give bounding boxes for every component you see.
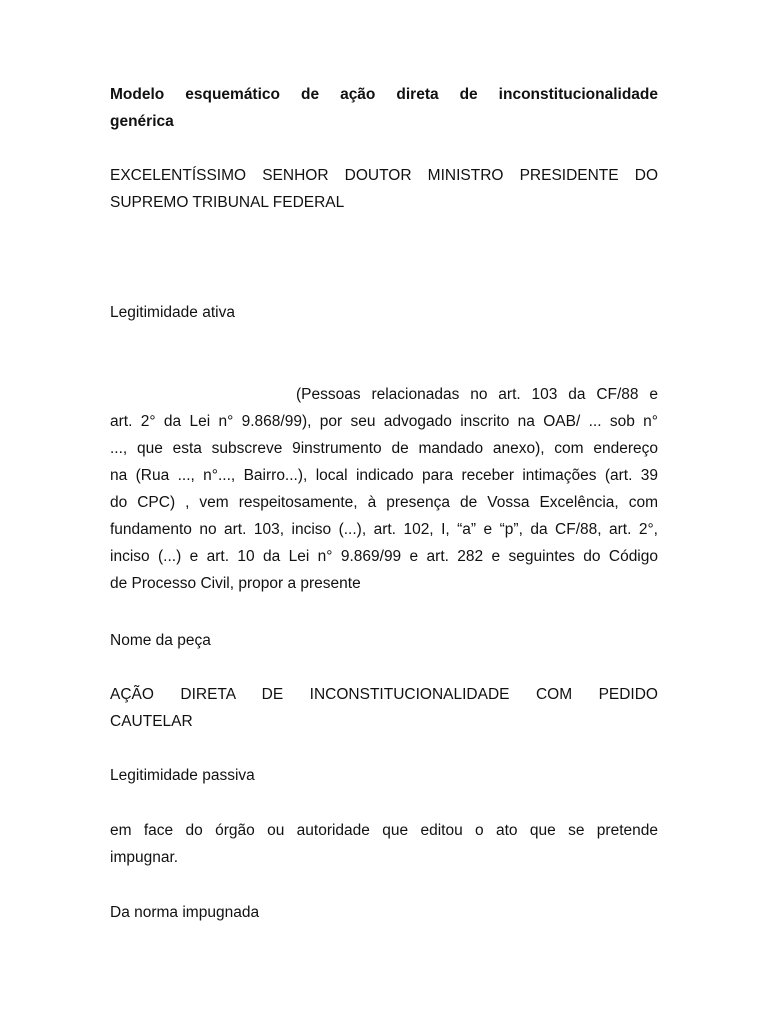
passive-legitimacy-section bbox=[110, 762, 658, 789]
active-legitimacy-heading: Legitimidade ativa bbox=[110, 304, 235, 321]
addressee-line: SUPREMO TRIBUNAL FEDERAL bbox=[110, 194, 345, 211]
contested-norm-section bbox=[110, 899, 658, 926]
active-legitimacy-section bbox=[110, 299, 658, 326]
body-line: na (Rua ..., n°..., Bairro...), local indicado para receber intimações (art. 39 bbox=[110, 467, 658, 484]
title-line: Modelo esquemático de ação direta de inconstitucionalidade bbox=[110, 86, 658, 103]
piece-name-heading: Nome da peça bbox=[110, 632, 211, 649]
body-line: (Pessoas relacionadas no art. 103 da CF/88 e bbox=[296, 386, 658, 403]
addressee bbox=[110, 162, 658, 216]
piece-name-section bbox=[110, 627, 658, 654]
piece-name bbox=[110, 681, 658, 735]
passive-party bbox=[110, 817, 658, 871]
contested-norm-heading: Da norma impugnada bbox=[110, 904, 260, 921]
petition-body bbox=[110, 381, 658, 597]
piece-name-line: AÇÃO DIRETA DE INCONSTITUCIONALIDADE COM PEDIDO bbox=[110, 686, 658, 703]
body-line: art. 2° da Lei n° 9.868/99), por seu advogado inscrito na OAB/ ... sob n° bbox=[110, 413, 658, 430]
title-line: genérica bbox=[110, 113, 174, 130]
body-line: fundamento no art. 103, inciso (...), art. 102, I, “a” e “p”, da CF/88, art. 2°, bbox=[110, 521, 658, 538]
body-line: do CPC) , vem respeitosamente, à presença de Vossa Excelência, com bbox=[110, 494, 658, 511]
passive-line: em face do órgão ou autoridade que editou o ato que se pretende bbox=[110, 822, 658, 839]
body-line: de Processo Civil, propor a presente bbox=[110, 575, 361, 592]
document-title bbox=[110, 81, 658, 135]
piece-name-line: CAUTELAR bbox=[110, 713, 193, 730]
passive-line: impugnar. bbox=[110, 849, 179, 866]
passive-legitimacy-heading: Legitimidade passiva bbox=[110, 767, 255, 784]
addressee-line: EXCELENTÍSSIMO SENHOR DOUTOR MINISTRO PRESIDENTE DO bbox=[110, 167, 658, 184]
body-line: ..., que esta subscreve 9instrumento de mandado anexo), com endereço bbox=[110, 440, 658, 457]
body-line: inciso (...) e art. 10 da Lei n° 9.869/99 e art. 282 e seguintes do Código bbox=[110, 548, 658, 565]
